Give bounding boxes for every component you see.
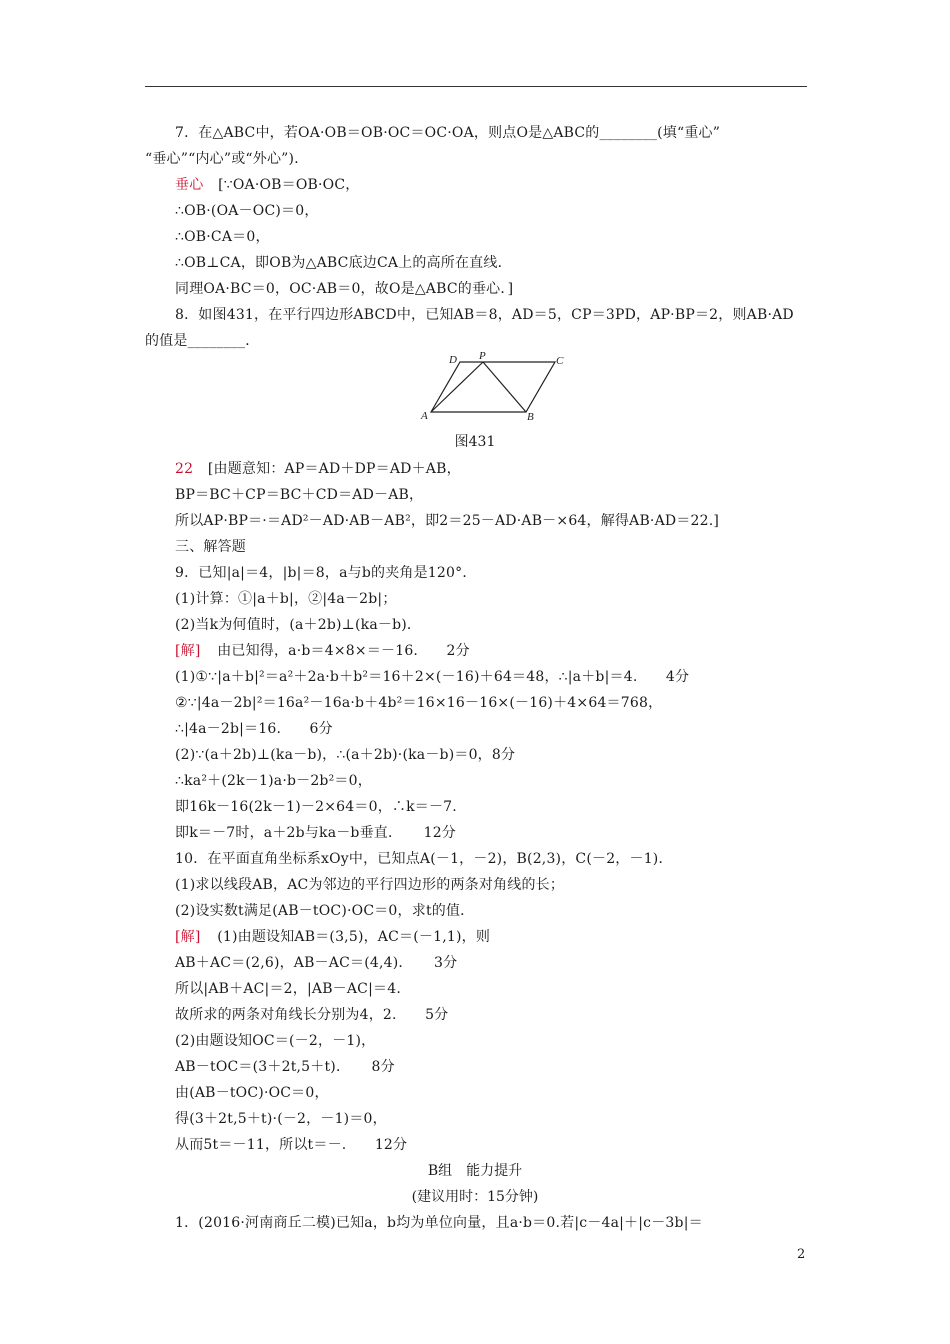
label-d: D	[449, 354, 457, 366]
q8-solution-line1	[175, 460, 461, 478]
q10-sol9: 从而5t＝－11，所以t＝－. 12分	[175, 1137, 408, 1153]
q8-sol3: 所以AP·BP＝·＝AD²－AD·AB－AB²，即2＝25－AD·AB－×64，解得AB·AD＝22.]	[175, 513, 720, 529]
q8-answer: 22	[175, 461, 194, 477]
q9-sol4: ∴|4a－2b|＝16. 6分	[175, 721, 333, 737]
q9-sol3: ②∵|4a－2b|²＝16a²－16a·b＋4b²＝16×16－16×(－16)＋4×64＝768，	[175, 695, 663, 711]
parallelogram-figure	[415, 352, 575, 422]
q10-sol4: 故所求的两条对角线长分别为4，2. 5分	[175, 1007, 449, 1023]
q10-line1: 10．在平面直角坐标系xOy中，已知点A(－1，－2)，B(2,3)，C(－2，－1)．	[175, 851, 673, 867]
section-heading: 三、解答题	[175, 539, 246, 555]
label-b: B	[527, 411, 534, 422]
q9-line2: (1)计算：①|a＋b|，②|4a－2b|；	[175, 591, 397, 607]
segment-ap	[431, 362, 483, 412]
q10-sol7: 由(AB－tOC)·OC＝0，	[175, 1085, 329, 1101]
figure-caption: 图431	[454, 434, 496, 450]
q9-line1: 9．已知|a|＝4，|b|＝8，a与b的夹角是120°．	[175, 565, 477, 581]
q7-sol3: ∴OB·CA＝0，	[175, 229, 270, 245]
q9-sol1: 由已知得，a·b＝4×8×＝－16. 2分	[217, 643, 470, 659]
q10-line2: (1)求以线段AB，AC为邻边的平行四边形的两条对角线的长；	[175, 877, 565, 893]
page-number: 2	[797, 1247, 806, 1262]
q9-sol5: (2)∵(a＋2b)⊥(ka－b)，∴(a＋2b)·(ka－b)＝0，8分	[175, 747, 516, 763]
q7-sol4: ∴OB⊥CA，即OB为△ABC底边CA上的高所在直线．	[175, 255, 512, 271]
q9-line3: (2)当k为何值时，(a＋2b)⊥(ka－b)．	[175, 617, 422, 633]
group-b-title: B组 能力提升	[427, 1163, 523, 1179]
parallelogram-abcd	[431, 362, 555, 412]
q8-sol2: BP＝BC＋CP＝BC＋CD＝AD－AB，	[175, 487, 424, 503]
q7-solution-line1	[175, 176, 359, 194]
q8-line2: 的值是________．	[145, 333, 260, 349]
q10-sol8: 得(3＋2t,5＋t)·(－2，－1)＝0，	[175, 1111, 387, 1127]
q7-sol5: 同理OA·BC＝0，OC·AB＝0，故O是△ABC的垂心．]	[175, 281, 514, 297]
q9-sol6: ∴ka²＋(2k－1)a·b－2b²＝0，	[175, 773, 372, 789]
q10-sol5: (2)由题设知OC＝(－2，－1)，	[175, 1033, 376, 1049]
q9-solution-line1	[175, 642, 470, 660]
b1-line1: 1．(2016·河南商丘二模)已知a，b均为单位向量，且a·b＝0.若|c－4a|＋|c－3b|＝	[175, 1215, 703, 1231]
q9-sol2: (1)①∵|a＋b|²＝a²＋2a·b＋b²＝16＋2×(－16)＋64＝48，∴|a＋b|＝4. 4分	[175, 669, 690, 685]
group-b-time: (建议用时：15分钟)	[411, 1189, 539, 1205]
q7-line1: 7．在△ABC中，若OA·OB＝OB·OC＝OC·OA，则点O是△ABC的________(填“重心”	[175, 125, 721, 141]
q7-answer: 垂心	[175, 177, 204, 193]
q9-sol8: 即k＝－7时，a＋2b与ka－b垂直． 12分	[175, 825, 457, 841]
q9-sol7: 即16k－16(2k－1)－2×64＝0，∴k＝－7.	[175, 799, 457, 815]
q10-sol3: 所以|AB＋AC|＝2，|AB－AC|＝4.	[175, 981, 401, 997]
q7-sol1: [∵OA·OB＝OB·OC，	[218, 177, 360, 193]
q10-sol2: AB＋AC＝(2,6)，AB－AC＝(4,4)． 3分	[175, 955, 458, 971]
q10-solution-line1	[175, 928, 490, 946]
q10-sol1: (1)由题设知AB＝(3,5)，AC＝(－1,1)，则	[217, 929, 491, 945]
q9-jie-label: [解]	[175, 643, 201, 659]
q8-line1: 8．如图431，在平行四边形ABCD中，已知AB＝8，AD＝5，CP＝3PD，AP·BP＝2，则AB·AD	[175, 307, 794, 323]
label-a: A	[421, 410, 428, 422]
q7-line2: “垂心”“内心”或“外心”)．	[145, 151, 309, 167]
q10-jie-label: [解]	[175, 929, 201, 945]
header-rule	[145, 86, 807, 87]
q10-sol6: AB－tOC＝(3＋2t,5＋t)． 8分	[175, 1059, 395, 1075]
segment-bp	[483, 362, 526, 412]
q7-sol2: ∴OB·(OA－OC)＝0，	[175, 203, 319, 219]
q10-line3: (2)设实数t满足(AB－tOC)·OC＝0，求t的值．	[175, 903, 475, 919]
label-p: P	[479, 352, 486, 362]
label-c: C	[556, 355, 564, 367]
q8-sol1: [由题意知：AP＝AD＋DP＝AD＋AB，	[207, 461, 461, 477]
